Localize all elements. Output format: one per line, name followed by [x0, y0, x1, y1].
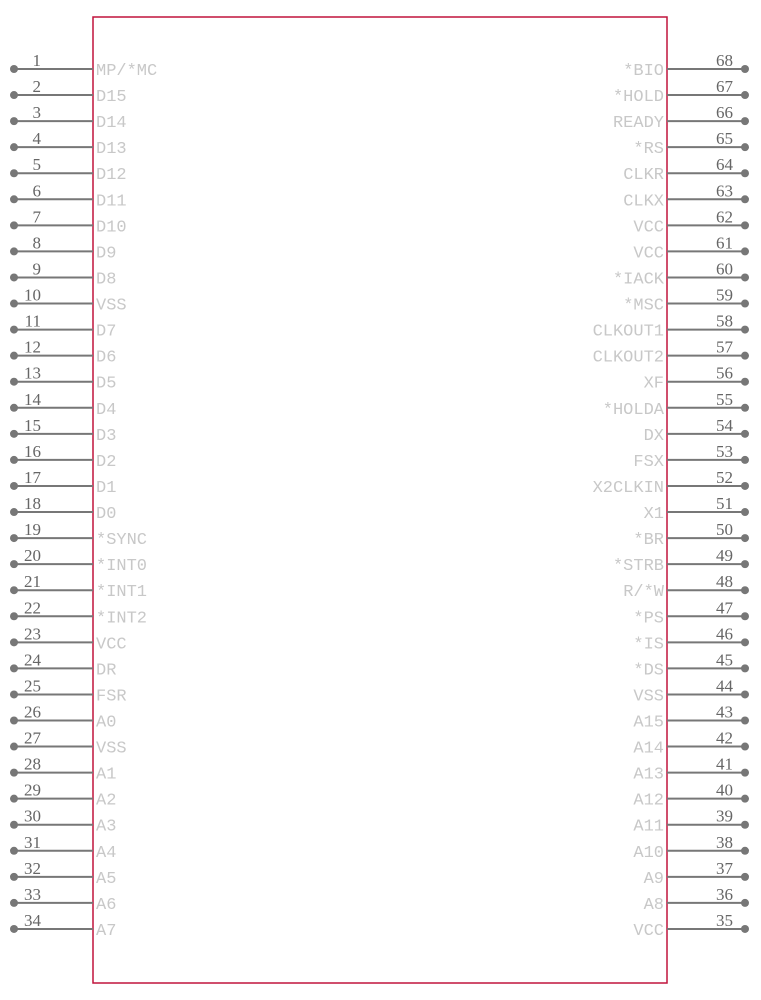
- pin-number: 19: [24, 520, 41, 540]
- pin-endpoint-dot: [741, 352, 749, 360]
- pin-name-label: *MSC: [623, 296, 664, 316]
- pin-endpoint-dot: [741, 690, 749, 698]
- pin-endpoint-dot: [10, 247, 18, 255]
- pin-endpoint-dot: [10, 221, 18, 229]
- pin-6: [10, 181, 127, 211]
- pin-endpoint-dot: [741, 821, 749, 829]
- pin-37: [644, 859, 749, 889]
- pin-endpoint-dot: [741, 873, 749, 881]
- pin-number: 24: [24, 650, 41, 670]
- pin-number: 20: [24, 546, 41, 566]
- pin-54: [644, 416, 749, 446]
- pin-number: 54: [716, 415, 733, 435]
- pin-number: 5: [32, 155, 41, 175]
- pin-name-label: D0: [96, 505, 117, 525]
- pin-endpoint-dot: [741, 664, 749, 672]
- pin-endpoint-dot: [10, 717, 18, 725]
- pin-number: 11: [24, 311, 41, 331]
- pin-endpoint-dot: [10, 430, 18, 438]
- pin-name-label: D10: [96, 218, 127, 238]
- pin-endpoint-dot: [10, 117, 18, 125]
- pin-endpoint-dot: [741, 221, 749, 229]
- pin-name-label: DR: [96, 661, 117, 681]
- pin-number: 50: [716, 520, 733, 540]
- pin-number: 32: [24, 858, 41, 878]
- pin-endpoint-dot: [10, 743, 18, 751]
- pin-endpoint-dot: [741, 91, 749, 99]
- pin-endpoint-dot: [10, 690, 18, 698]
- pin-36: [644, 885, 749, 915]
- pin-name-label: *BR: [633, 531, 664, 551]
- pin-name-label: A4: [96, 843, 117, 863]
- pin-name-label: *INT0: [96, 557, 148, 577]
- pin-number: 63: [716, 181, 733, 201]
- pin-number: 52: [716, 467, 733, 487]
- pin-endpoint-dot: [10, 326, 18, 334]
- pin-number: 55: [716, 389, 733, 409]
- pin-8: [10, 233, 116, 263]
- pin-name-label: XF: [643, 374, 664, 394]
- pin-number: 42: [716, 728, 733, 748]
- pin-name-label: *INT2: [96, 609, 148, 629]
- pin-number: 56: [716, 363, 733, 383]
- pin-endpoint-dot: [10, 169, 18, 177]
- pin-endpoint-dot: [741, 743, 749, 751]
- pin-name-label: FSR: [96, 687, 127, 707]
- pin-endpoint-dot: [741, 195, 749, 203]
- pin-endpoint-dot: [741, 169, 749, 177]
- pin-name-label: VCC: [633, 218, 664, 238]
- pin-name-label: READY: [612, 114, 664, 134]
- pin-name-label: A3: [96, 817, 117, 837]
- pin-name-label: *HOLD: [612, 88, 664, 108]
- pin-number: 12: [24, 337, 41, 357]
- pin-endpoint-dot: [10, 508, 18, 516]
- pin-number: 59: [716, 285, 733, 305]
- pin-endpoint-dot: [10, 404, 18, 412]
- pin-name-label: *DS: [633, 661, 664, 681]
- pin-endpoint-dot: [741, 300, 749, 308]
- pin-number: 40: [716, 780, 733, 800]
- pin-number: 7: [32, 207, 41, 227]
- pin-number: 13: [24, 363, 41, 383]
- pin-endpoint-dot: [741, 404, 749, 412]
- pin-name-label: *INT1: [96, 583, 148, 603]
- pin-number: 48: [716, 572, 733, 592]
- pin-number: 57: [716, 337, 733, 357]
- pin-name-label: D1: [96, 478, 117, 498]
- pin-5: [10, 155, 127, 185]
- pin-number: 58: [716, 311, 733, 331]
- pin-endpoint-dot: [10, 378, 18, 386]
- pin-endpoint-dot: [741, 534, 749, 542]
- pin-name-label: A6: [96, 895, 117, 915]
- pin-endpoint-dot: [741, 117, 749, 125]
- pin-number: 38: [716, 832, 733, 852]
- pin-number: 66: [716, 103, 733, 123]
- pin-endpoint-dot: [10, 612, 18, 620]
- pin-endpoint-dot: [741, 273, 749, 281]
- right-pin-group: [593, 51, 749, 941]
- pin-number: 18: [24, 494, 41, 514]
- pin-endpoint-dot: [10, 873, 18, 881]
- pin-endpoint-dot: [10, 769, 18, 777]
- pin-number: 61: [716, 233, 733, 253]
- pin-name-label: A14: [633, 739, 664, 759]
- pin-number: 44: [716, 676, 733, 696]
- pin-endpoint-dot: [741, 717, 749, 725]
- pin-endpoint-dot: [10, 560, 18, 568]
- pin-endpoint-dot: [741, 612, 749, 620]
- pin-endpoint-dot: [10, 586, 18, 594]
- pin-number: 60: [716, 259, 733, 279]
- pin-name-label: A7: [96, 921, 117, 941]
- pin-name-label: A9: [643, 869, 664, 889]
- pin-2: [10, 77, 127, 107]
- pin-name-label: *PS: [633, 609, 664, 629]
- pin-number: 22: [24, 598, 41, 618]
- pin-endpoint-dot: [10, 847, 18, 855]
- pin-number: 49: [716, 546, 733, 566]
- pin-name-label: D9: [96, 244, 117, 264]
- pin-number: 16: [24, 441, 41, 461]
- pin-name-label: *SYNC: [96, 531, 148, 551]
- pin-number: 1: [32, 51, 41, 70]
- pin-name-label: D13: [96, 140, 127, 160]
- pin-endpoint-dot: [10, 352, 18, 360]
- pin-endpoint-dot: [10, 456, 18, 464]
- pin-number: 23: [24, 624, 41, 644]
- pin-endpoint-dot: [10, 195, 18, 203]
- pin-endpoint-dot: [10, 534, 18, 542]
- pin-endpoint-dot: [741, 143, 749, 151]
- pin-name-label: CLKX: [623, 192, 664, 212]
- pin-name-label: R/*W: [623, 583, 664, 603]
- pin-number: 28: [24, 754, 41, 774]
- pin-number: 64: [716, 155, 733, 175]
- pin-name-label: A8: [643, 895, 664, 915]
- pin-name-label: D3: [96, 426, 117, 446]
- pin-endpoint-dot: [10, 795, 18, 803]
- pin-name-label: MP/*MC: [96, 62, 158, 81]
- pin-name-label: *STRB: [612, 557, 664, 577]
- ic-body-outline: [93, 17, 667, 983]
- pin-name-label: DX: [643, 426, 664, 446]
- pin-4: [10, 129, 127, 159]
- pin-name-label: D8: [96, 270, 117, 290]
- pin-endpoint-dot: [741, 430, 749, 438]
- pin-endpoint-dot: [741, 638, 749, 646]
- pin-number: 4: [32, 129, 41, 149]
- pin-number: 33: [24, 884, 41, 904]
- pin-number: 62: [716, 207, 733, 227]
- pin-name-label: *IACK: [612, 270, 664, 290]
- pin-endpoint-dot: [741, 769, 749, 777]
- pin-endpoint-dot: [741, 247, 749, 255]
- pin-name-label: VSS: [633, 687, 664, 707]
- pin-number: 15: [24, 415, 41, 435]
- pin-number: 6: [32, 181, 41, 201]
- pin-name-label: VCC: [96, 635, 127, 655]
- pin-name-label: *HOLDA: [602, 400, 664, 420]
- pin-name-label: X1: [643, 505, 664, 525]
- pin-number: 46: [716, 624, 733, 644]
- pin-endpoint-dot: [741, 899, 749, 907]
- pin-number: 37: [716, 858, 733, 878]
- pin-name-label: *BIO: [623, 62, 664, 81]
- pin-endpoint-dot: [10, 143, 18, 151]
- pin-endpoint-dot: [741, 795, 749, 803]
- pin-number: 65: [716, 129, 733, 149]
- pin-name-label: A10: [633, 843, 664, 863]
- left-pin-group: [10, 51, 157, 941]
- pin-endpoint-dot: [741, 508, 749, 516]
- pin-name-label: A15: [633, 713, 664, 733]
- pin-name-label: D11: [96, 192, 127, 212]
- pin-number: 68: [716, 51, 733, 70]
- pin-endpoint-dot: [741, 847, 749, 855]
- pin-name-label: A0: [96, 713, 117, 733]
- pin-number: 21: [24, 572, 41, 592]
- pin-name-label: FSX: [633, 452, 664, 472]
- pin-name-label: VSS: [96, 296, 127, 316]
- pin-name-label: A2: [96, 791, 117, 811]
- pin-number: 9: [32, 259, 41, 279]
- pin-3: [10, 103, 127, 133]
- pin-endpoint-dot: [741, 456, 749, 464]
- pin-number: 29: [24, 780, 41, 800]
- pin-number: 51: [716, 494, 733, 514]
- pin-endpoint-dot: [10, 65, 18, 73]
- pin-name-label: D6: [96, 348, 117, 368]
- pin-name-label: D12: [96, 166, 127, 186]
- pin-endpoint-dot: [10, 300, 18, 308]
- pin-name-label: A12: [633, 791, 664, 811]
- pin-name-label: D5: [96, 374, 117, 394]
- pin-number: 34: [24, 910, 41, 930]
- pin-number: 26: [24, 702, 41, 722]
- pin-number: 31: [24, 832, 41, 852]
- pin-name-label: D7: [96, 322, 117, 342]
- pin-number: 27: [24, 728, 41, 748]
- pin-34: [10, 911, 116, 941]
- pin-number: 30: [24, 806, 41, 826]
- pin-name-label: *IS: [633, 635, 664, 655]
- pin-endpoint-dot: [10, 638, 18, 646]
- pin-35: [633, 911, 749, 941]
- pin-name-label: CLKR: [623, 166, 664, 186]
- pin-number: 41: [716, 754, 733, 774]
- pin-name-label: A5: [96, 869, 117, 889]
- pin-endpoint-dot: [10, 821, 18, 829]
- pin-endpoint-dot: [741, 560, 749, 568]
- pin-number: 17: [24, 467, 41, 487]
- pin-number: 67: [716, 77, 733, 97]
- pin-number: 39: [716, 806, 733, 826]
- pin-endpoint-dot: [10, 899, 18, 907]
- pin-number: 36: [716, 884, 733, 904]
- pin-number: 53: [716, 441, 733, 461]
- pin-56: [644, 364, 749, 394]
- pin-endpoint-dot: [741, 326, 749, 334]
- pin-number: 47: [716, 598, 733, 618]
- pin-name-label: CLKOUT1: [592, 322, 664, 342]
- pin-endpoint-dot: [741, 482, 749, 490]
- pin-number: 43: [716, 702, 733, 722]
- pin-name-label: A11: [633, 817, 664, 837]
- pin-number: 35: [716, 910, 733, 930]
- pin-endpoint-dot: [741, 925, 749, 933]
- pin-endpoint-dot: [10, 664, 18, 672]
- pin-name-label: D2: [96, 452, 117, 472]
- pin-name-label: D14: [96, 114, 127, 134]
- pin-endpoint-dot: [10, 273, 18, 281]
- pin-number: 3: [32, 103, 41, 123]
- pin-number: 2: [32, 77, 41, 97]
- pin-name-label: *RS: [633, 140, 664, 160]
- pin-number: 25: [24, 676, 41, 696]
- pin-name-label: A13: [633, 765, 664, 785]
- pin-endpoint-dot: [741, 65, 749, 73]
- pin-number: 8: [32, 233, 41, 253]
- pin-endpoint-dot: [10, 925, 18, 933]
- pin-name-label: CLKOUT2: [592, 348, 664, 368]
- pin-51: [644, 494, 749, 524]
- pin-name-label: VCC: [633, 921, 664, 941]
- pin-endpoint-dot: [10, 482, 18, 490]
- pin-name-label: A1: [96, 765, 117, 785]
- pin-endpoint-dot: [741, 586, 749, 594]
- pin-name-label: VCC: [633, 244, 664, 264]
- pin-name-label: D15: [96, 88, 127, 108]
- pin-number: 14: [24, 389, 41, 409]
- pin-number: 10: [24, 285, 41, 305]
- pin-number: 45: [716, 650, 733, 670]
- pin-name-label: VSS: [96, 739, 127, 759]
- pin-name-label: X2CLKIN: [592, 478, 664, 498]
- pin-name-label: D4: [96, 400, 117, 420]
- pin-7: [10, 207, 127, 237]
- pin-endpoint-dot: [10, 91, 18, 99]
- pin-endpoint-dot: [741, 378, 749, 386]
